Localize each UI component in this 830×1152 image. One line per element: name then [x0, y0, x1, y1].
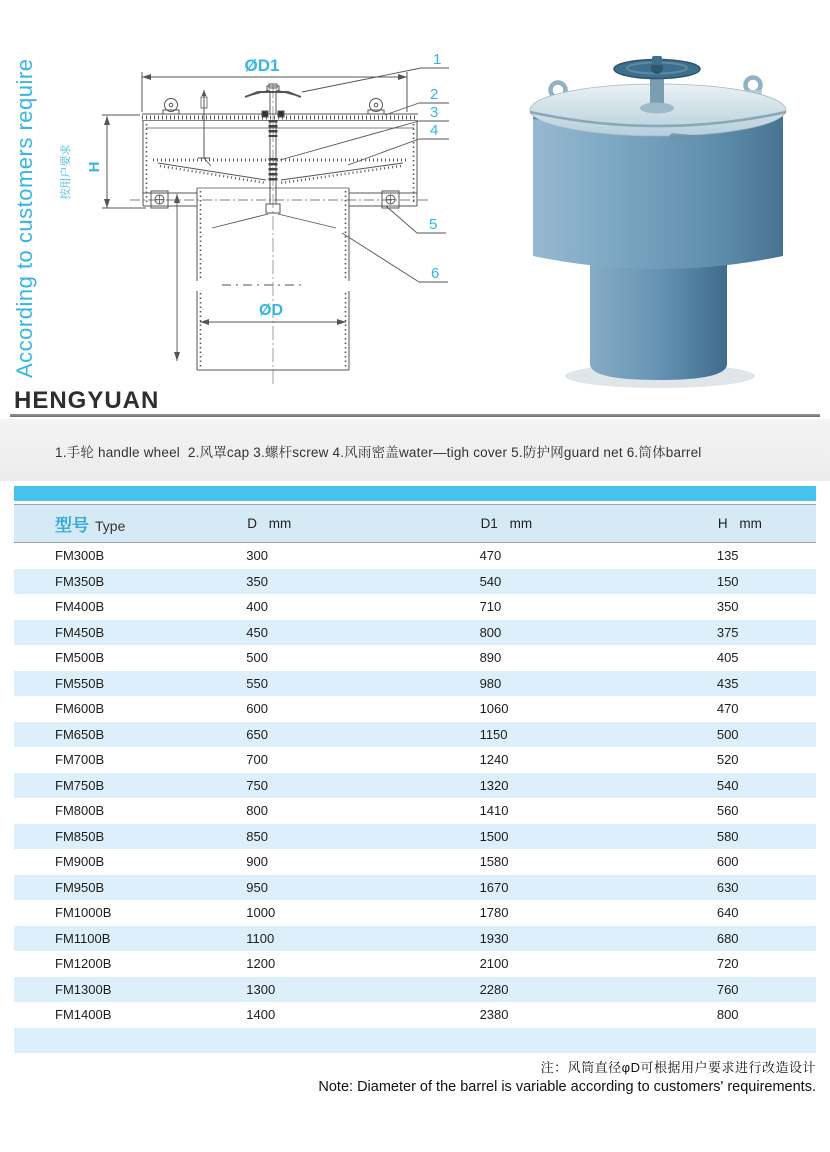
table-row — [14, 645, 816, 671]
cell-h: 760 — [716, 981, 739, 997]
cell-h: 135 — [716, 548, 739, 564]
brand-title: HENGYUAN — [14, 387, 160, 414]
cell-d1: 2100 — [479, 956, 509, 972]
callout-1: 1 — [433, 51, 442, 68]
cell-h: 520 — [716, 752, 739, 768]
cell-d: 1000 — [246, 905, 276, 921]
table-row — [14, 951, 816, 977]
callout-4: 4 — [430, 122, 439, 139]
product-photo — [480, 28, 830, 393]
vertical-cn-label: 按用户要求 — [60, 144, 72, 200]
cell-d: 650 — [246, 726, 268, 742]
cell-d: 550 — [246, 675, 268, 691]
cell-d1: 1320 — [479, 777, 509, 793]
cell-h: 405 — [716, 650, 739, 666]
cell-type: FM1000B — [55, 905, 112, 921]
col-d-header: D mm — [246, 505, 479, 543]
cell-d1: 710 — [479, 599, 502, 615]
cell-h: 560 — [716, 803, 739, 819]
cell-d: 300 — [246, 548, 268, 564]
cell-d: 500 — [246, 650, 268, 666]
table-row — [14, 900, 816, 926]
cell-type: FM1100B — [55, 930, 111, 946]
cell-d1: 1580 — [479, 854, 509, 870]
cell-d: 800 — [246, 803, 268, 819]
cell-d: 400 — [246, 599, 268, 615]
table-row — [14, 824, 816, 850]
table-row — [14, 594, 816, 620]
cell-d: 350 — [246, 573, 268, 589]
cell-d1: 980 — [479, 675, 502, 691]
col-type-header — [14, 505, 246, 543]
cell-d: 450 — [246, 624, 268, 640]
note-en: Note: Diameter of the barrel is variable according to customers' requirements. — [318, 1079, 816, 1095]
callout-2: 2 — [430, 86, 439, 103]
col-type-header-en: Type — [95, 518, 126, 534]
cell-d: 950 — [246, 879, 268, 895]
technical-drawing — [55, 38, 470, 398]
cell-type: FM500B — [55, 650, 105, 666]
cell-type: FM1400B — [55, 1007, 112, 1023]
cell-d1: 1670 — [479, 879, 509, 895]
side-slogan: According to customers require — [12, 58, 37, 378]
cell-d1: 2380 — [479, 1007, 509, 1023]
cell-d1: 2280 — [479, 981, 509, 997]
dim-label-h: H — [86, 161, 103, 173]
table-row — [14, 926, 816, 952]
cell-h: 720 — [716, 956, 739, 972]
cell-type: FM950B — [55, 879, 105, 895]
cell-d — [246, 1028, 479, 1054]
table-row — [14, 1002, 816, 1028]
cell-type: FM350B — [55, 573, 105, 589]
table-row — [14, 773, 816, 799]
cell-type: FM1300B — [55, 981, 112, 997]
cell-h: 800 — [716, 1007, 739, 1023]
cell-type: FM600B — [55, 701, 105, 717]
footer-notes — [176, 1058, 816, 1098]
cell-type: FM400B — [55, 599, 105, 615]
cell-type: FM1200B — [55, 956, 112, 972]
callout-3: 3 — [430, 104, 439, 121]
cell-d: 1300 — [246, 981, 276, 997]
table-row — [14, 798, 816, 824]
cell-d1: 1930 — [479, 930, 509, 946]
cell-d: 1200 — [246, 956, 276, 972]
cell-h: 435 — [716, 675, 739, 691]
cell-type: FM900B — [55, 854, 105, 870]
spec-table — [14, 504, 816, 1053]
cell-type: FM700B — [55, 752, 105, 768]
cell-h: 630 — [716, 879, 739, 895]
cell-type: FM450B — [55, 624, 105, 640]
col-h-header: H mm — [717, 505, 816, 543]
cell-h: 375 — [716, 624, 739, 640]
cell-h: 150 — [716, 573, 739, 589]
cell-d1: 1500 — [479, 828, 509, 844]
table-row — [14, 849, 816, 875]
cell-h: 600 — [716, 854, 739, 870]
note-cn: 注：风筒直径φD可根据用户要求进行改造设计 — [540, 1060, 816, 1075]
table-row — [14, 569, 816, 595]
cell-type: FM300B — [55, 548, 105, 564]
table-header-row — [14, 505, 816, 543]
dim-label-d1: ØD1 — [244, 56, 280, 75]
cell-type: FM800B — [55, 803, 105, 819]
cell-d1: 1150 — [479, 726, 508, 742]
table-row — [14, 722, 816, 748]
cell-h: 470 — [716, 701, 739, 717]
dim-label-d: ØD — [259, 302, 283, 319]
cell-h — [717, 1028, 816, 1054]
cell-d: 1400 — [246, 1007, 276, 1023]
cell-h: 640 — [716, 905, 739, 921]
table-row — [14, 747, 816, 773]
cell-h: 580 — [716, 828, 739, 844]
cell-type: FM650B — [55, 726, 105, 742]
cell-h: 540 — [716, 777, 739, 793]
callout-6: 6 — [431, 265, 440, 282]
cell-d1: 1240 — [479, 752, 509, 768]
table-row — [14, 977, 816, 1003]
table-row — [14, 543, 816, 569]
cell-d: 1100 — [246, 930, 275, 946]
table-row — [14, 696, 816, 722]
cell-d1: 540 — [479, 573, 502, 589]
cell-type: FM750B — [55, 777, 105, 793]
cell-d1 — [480, 1028, 717, 1054]
cell-d1: 470 — [479, 548, 502, 564]
cell-d: 850 — [246, 828, 268, 844]
cell-type: FM850B — [55, 828, 105, 844]
cell-h: 500 — [716, 726, 739, 742]
cell-d1: 1410 — [479, 803, 509, 819]
table-accent-bar — [14, 486, 816, 501]
cell-d: 900 — [246, 854, 268, 870]
col-d1-header: D1 mm — [480, 505, 717, 543]
legend-text: 1.手轮 handle wheel 2.风罩cap 3.螺杆screw 4.风雨密盖water—tigh cover 5.防护网guard net 6.筒体barrel — [55, 445, 702, 460]
cell-d: 750 — [246, 777, 268, 793]
legend-band — [0, 419, 830, 481]
cell-d1: 800 — [479, 624, 502, 640]
spec-table-body — [14, 543, 816, 1054]
callout-5: 5 — [429, 216, 438, 233]
cell-d: 700 — [246, 752, 268, 768]
cell-h: 350 — [716, 599, 739, 615]
cell-type: FM550B — [55, 675, 105, 691]
table-row — [14, 620, 816, 646]
brand-rule — [10, 414, 820, 417]
col-type-header-cn: 型号 — [55, 516, 89, 535]
cell-d1: 1780 — [479, 905, 509, 921]
cell-d1: 1060 — [479, 701, 509, 717]
cell-d1: 890 — [479, 650, 502, 666]
cell-type — [14, 1028, 246, 1054]
cell-h: 680 — [716, 930, 739, 946]
table-row — [14, 671, 816, 697]
table-row — [14, 1028, 816, 1054]
cell-d: 600 — [246, 701, 268, 717]
table-row — [14, 875, 816, 901]
